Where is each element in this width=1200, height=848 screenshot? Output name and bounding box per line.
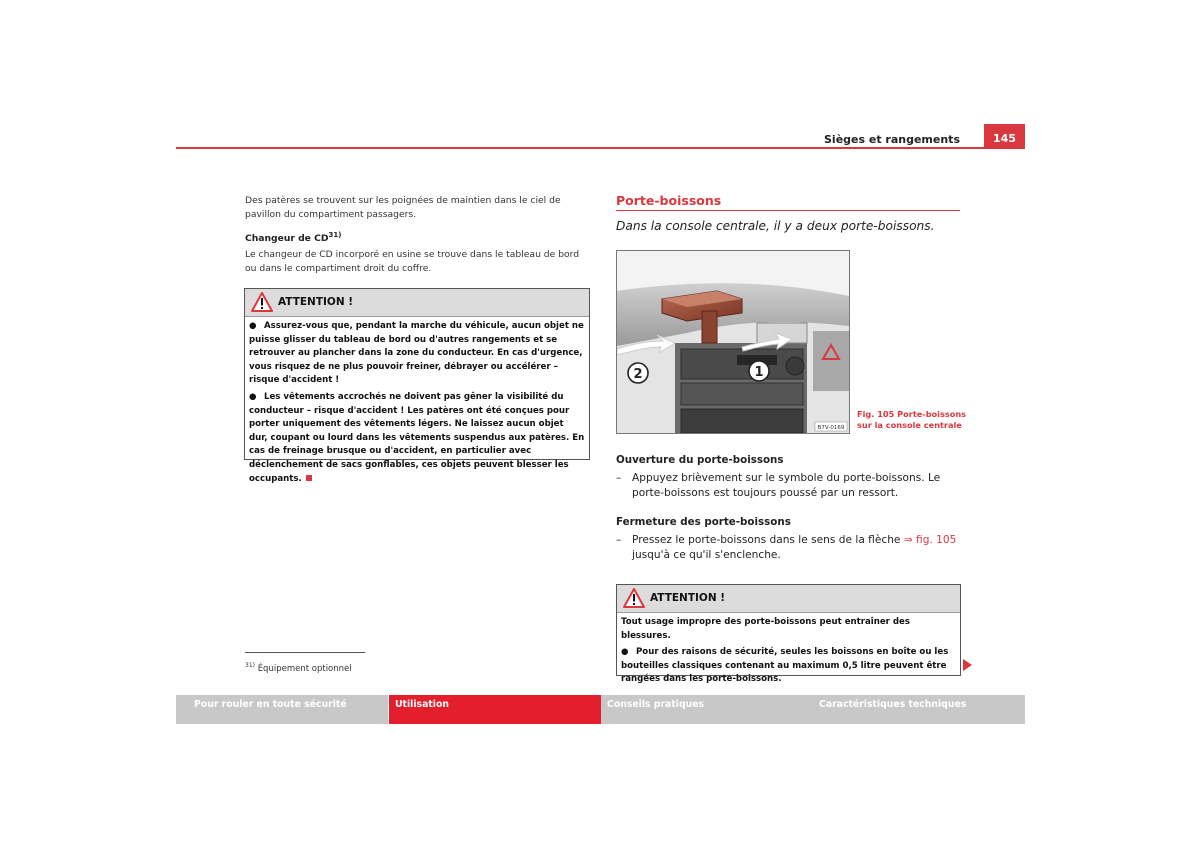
footnote [245, 662, 352, 674]
warning-item: ● Les vêtements accrochés ne doivent pas gêner la visibilité du conducteur – risque d'accident ! Les patères ont été conçues pour porter uniquement des vêtements légers. Ne laissez aucun objet dur, coupant ou lourd dans les vêtements suspendus aux patères. En cas de freinage brusque ou d'accident, en particulier avec déclenchement de sacs gonflables, ces objets peuvent blesser les occupants. [249, 391, 585, 484]
continue-arrow-icon [963, 659, 972, 671]
figure-cupholder [616, 250, 850, 434]
warning-item: ● Assurez-vous que, pendant la marche du véhicule, aucun objet ne puisse glisser du tableau de bord ou d'autres rangements et se retrouver au plancher dans la zone du conducteur. En cas d'urgence, vous risquez de ne plus pouvoir freiner, débrayer ou accélérer – risque d'accident ! [249, 321, 584, 386]
footnote-rule [245, 652, 365, 653]
section-title: Porte-boissons [616, 193, 722, 208]
figure-caption: Fig. 105 Porte-boissons sur la console centrale [857, 409, 967, 430]
figure-reference-link[interactable]: ⇒ fig. 105 [903, 534, 957, 546]
warning-title: ATTENTION ! [650, 592, 726, 604]
section-intro: Dans la console centrale, il y a deux porte-boissons. [616, 219, 935, 233]
nav-tab-safety[interactable]: Pour rouler en toute sécurité [176, 695, 388, 724]
running-header-title: Sièges et rangements [824, 133, 960, 146]
callout-2: 2 [633, 367, 643, 382]
warning-header [245, 289, 589, 317]
warning-header [617, 585, 960, 613]
footnote-marker: 31) [245, 662, 255, 669]
warning-intro-line: Tout usage impropre des porte-boissons peut entraîner des blessures. [621, 617, 911, 641]
opening-step: – Appuyez brièvement sur le symbole du porte-boissons. Le porte-boissons est toujours poussé par un ressort. [616, 472, 941, 500]
nav-tab-technical-data[interactable]: Caractéristiques techniques [813, 695, 1025, 724]
section-rule [616, 210, 960, 211]
opening-heading: Ouverture du porte-boissons [616, 454, 784, 466]
footnote-reference[interactable]: 31) [328, 231, 342, 239]
nav-tab-operation[interactable]: Utilisation [389, 695, 601, 724]
warning-title: ATTENTION ! [278, 296, 354, 308]
footnote-text: Équipement optionnel [257, 663, 352, 674]
figure-code: B7V-0169 [817, 425, 845, 431]
page-number: 145 [984, 124, 1025, 149]
bullet-icon: ● [249, 391, 257, 402]
nav-tab-practical-tips[interactable]: Conseils pratiques [601, 695, 813, 724]
cd-changer-heading [245, 231, 341, 244]
warning-box-hooks [244, 288, 590, 484]
warning-triangle-icon [251, 292, 273, 312]
closing-heading: Fermeture des porte-boissons [616, 516, 791, 528]
header-rule [176, 147, 1025, 149]
cupholder-illustration [617, 251, 849, 433]
bullet-icon: ● [249, 321, 257, 331]
warning-item: ● Pour des raisons de sécurité, seules les boissons en boîte ou les bouteilles classiques contenant au maximum 0,5 litre peuvent être rangées dans les porte-boissons. [621, 647, 949, 685]
cd-changer-paragraph: Le changeur de CD incorporé en usine se trouve dans le tableau de bord ou dans le compartiment droit du coffre. [245, 249, 580, 274]
warning-triangle-icon [623, 588, 645, 608]
cd-heading-text: Changeur de CD [245, 233, 329, 245]
callout-1: 1 [754, 365, 764, 380]
intro-paragraph: Des patères se trouvent sur les poignées de maintien dans le ciel de pavillon du compartiment passagers. [245, 195, 561, 220]
bullet-icon: ● [621, 647, 629, 658]
warning-box-cupholders [616, 584, 961, 685]
closing-step: – Pressez le porte-boissons dans le sens de la flèche ⇒ fig. 105 jusqu'à ce qu'il s'enclenche. [616, 534, 957, 562]
end-of-section-icon [306, 475, 312, 481]
